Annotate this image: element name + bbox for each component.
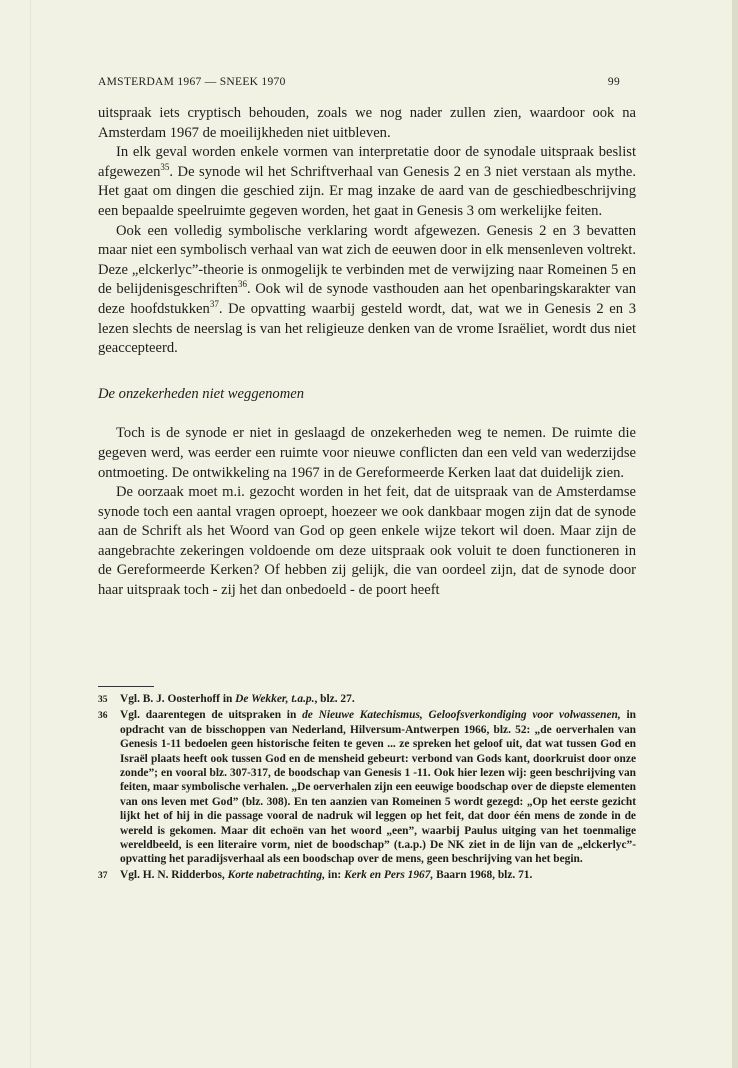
footnote-number: 37 [98, 870, 108, 881]
paragraph-3: Ook een volledig symbolische verklaring wordt afgewezen. Genesis 2 en 3 bevatten maar niet een symbolisch verhaal van wat zich de eeuwen door in elk mensenleven voltrekt. Deze „elckerlyc”-theorie is onmogelijk te verbinden met de verwijzing naar Romeinen 5 en de belijdenisgeschriften$^{36}$. Ook wil de synode vasthouden aan het openbaringskarakter van deze hoofdstukken$^{37}$. De opvatting waarbij gesteld wordt, dat, wat we in Genesis 2 en 3 lezen slechts de neerslag is van het religieuze denken van de vrome Israëliet, wordt dus niet geaccepteerd. [98, 222, 636, 357]
paragraph-1: uitspraak iets cryptisch behouden, zoals we nog nader zullen zien, waardoor ook na Amsterdam 1967 de moeilijkheden niet uitbleven. [98, 105, 636, 141]
footnote-text: Vgl. H. N. Ridderbos, Korte nabetrachting, in: Kerk en Pers 1967, Baarn 1968, blz. 71. [120, 868, 533, 881]
paragraph-2: In elk geval worden enkele vormen van interpretatie door de synodale uitspraak beslist afgewezen$^{35}$. De synode wil het Schriftverhaal van Genesis 2 en 3 niet verstaan als mythe. Het gaat om dingen die geschied zijn. Er mag inzake de aard van de geschiedbeschrijving een bepaalde speelruimte gegeven worden, het gaat in Genesis 3 om werkelijke feiten. [98, 144, 636, 219]
running-head-title: AMSTERDAM 1967 — SNEEK 1970 [98, 76, 286, 88]
footnote-36 [98, 708, 636, 866]
footnote-ref-35: 35 [160, 161, 170, 172]
page-number: 99 [607, 76, 620, 88]
section-heading: De onzekerheden niet weggenomen [98, 385, 305, 402]
footnote-rule [98, 686, 154, 687]
scan-right-edge [732, 0, 738, 1068]
footnote-text: Vgl. daarentegen de uitspraken in de Nieuwe Katechismus, Geloofsverkondiging voor volwassenen, in opdracht van de bisschoppen van Nederland, Hilversum-Antwerpen 1966, blz. 52: „de oerverhalen van Genesis 1-11 bedoelen geen historische feiten te geven ... ze spreken het geloof uit, dat wat tussen God en Israël plaats heeft ook tussen God en de mensheid gebeurt: verbond van Gods kant, doorkruist door onze zonde”; en vooral blz. 307-317, de boodschap van Genesis 1 -11. Ook hier lezen wij: geen beschrijving van feiten, maar symbolische verhalen. „De oerverhalen zijn een eeuwige boodschap over de diepste elementen van ons leven met God” (blz. 308). En ten aanzien van Romeinen 5 wordt gezegd: „Op het eerste gezicht lijkt het of hij in die passage vooral de nadruk wil leggen op het feit, dat door één mens de zonde in de wereld is gekomen. Maar dit echoën van het woord „een”, waarbij Paulus uitging van het toenmalige wereldbeeld, is een literaire vorm, niet de boodschap” (t.a.p.) De NK ziet in de lijn van de „elckerlyc”-opvatting het paradijsverhaal als een boodschap over de mens, geen beschrijving van het begin. [120, 709, 636, 866]
scan-edge-line [30, 0, 31, 1068]
paragraph-4: Toch is de synode er niet in geslaagd de onzekerheden weg te nemen. De ruimte die gegeven werd, was eerder een ruimte voor nieuwe conflicten dan een veld van wederzijdse ontmoeting. De ontwikkeling na 1967 in de Gereformeerde Kerken laat dat duidelijk zien. [98, 425, 636, 481]
footnote-37 [98, 868, 636, 883]
footnote-ref-37: 37 [209, 299, 219, 310]
body-text [98, 104, 636, 601]
footnote-number: 35 [98, 695, 108, 705]
footnote-text: Vgl. B. J. Oosterhoff in De Wekker, t.a.p., blz. 27. [120, 693, 355, 705]
footnote-number: 36 [98, 711, 108, 722]
footnotes [98, 692, 636, 884]
footnote-ref-36: 36 [237, 279, 247, 290]
running-head [98, 76, 620, 88]
footnote-35 [98, 692, 636, 707]
paragraph-5: De oorzaak moet m.i. gezocht worden in het feit, dat de uitspraak van de Amsterdamse synode toch een aantal vragen oproept, hoezeer we ook dankbaar mogen zijn dat de synode aan de Schrift als het Woord van God op geen enkele wijze tekort wil doen. Maar zijn de aangebrachte zekeringen voldoende om deze uitspraak ook voluit te doen functioneren in de Gereformeerde Kerken? Of hebben zij gelijk, die van oordeel zijn, dat de synode door haar uitspraak toch - zij het dan onbedoeld - de poort heeft [98, 484, 636, 599]
